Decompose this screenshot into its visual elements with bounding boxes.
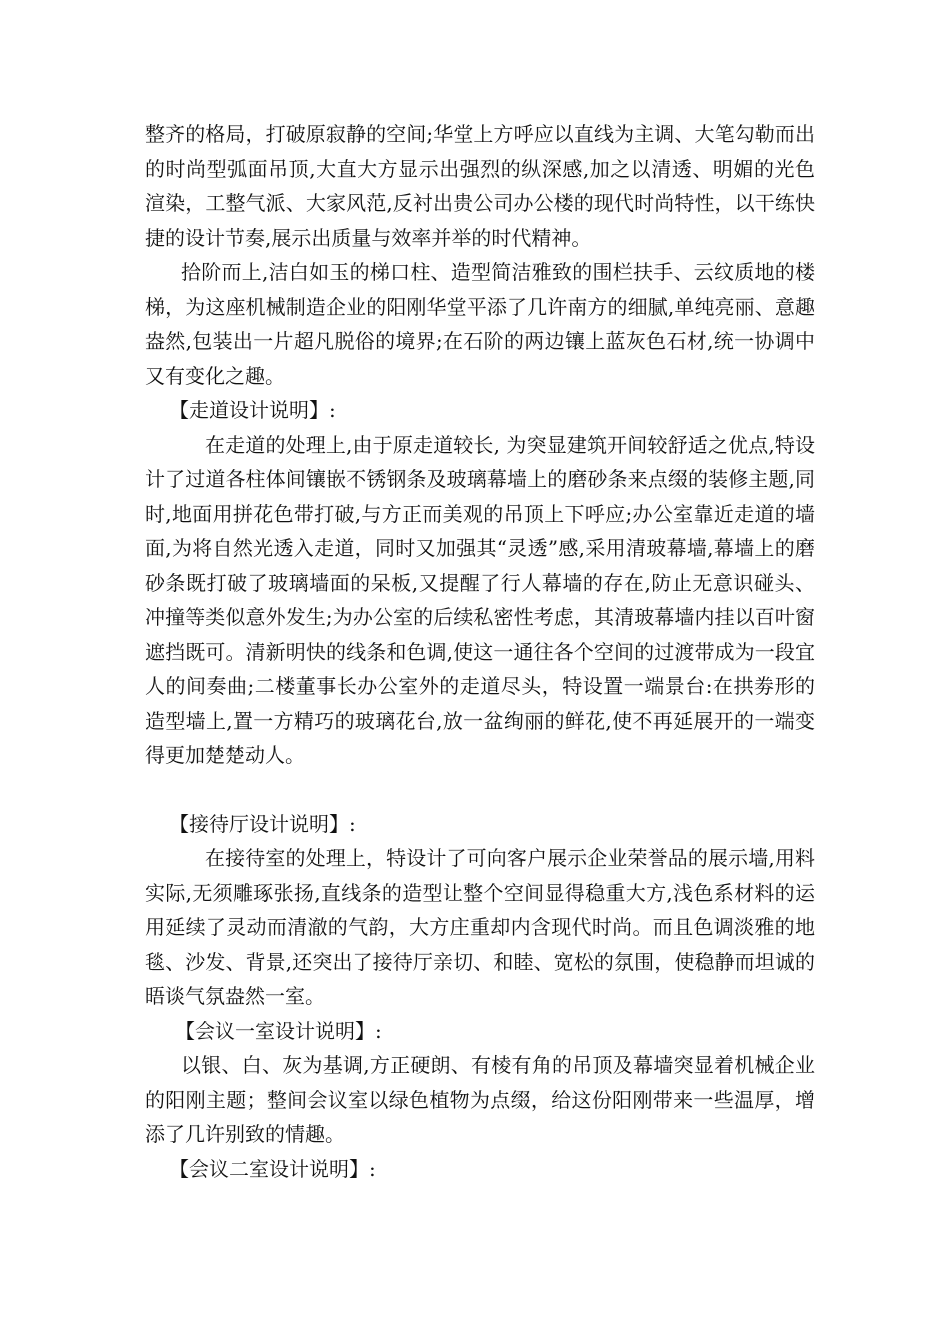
heading-reception: 【接待厅设计说明】: [169, 811, 356, 836]
paragraph-corridor: 在走道的处理上,由于原走道较长, 为突显建筑开间较舒适之优点,特设计了过道各柱体间镶嵌不锈钢条及玻璃幕墙上的磨砂条来点缀的装修主题,同时,地面用拼花色带打破,与方正而美观的吊顶上下呼应;办公室靠近走道的墙面,为将自然光透入走道，同时又加强其“灵透”感,采用清玻幕墙,幕墙上的磨砂条既打破了玻璃墙面的呆板,又提醒了行人幕墙的存在,防止无意识碰头、冲撞等类似意外发生;为办公室的后续私密性考虑，其清玻幕墙内挂以百叶窗遮挡既可。清新明快的线条和色调,使这一通往各个空间的过渡带成为一段宜人的间奏曲;二楼董事长办公室外的走道尽头，特设置一端景台:在拱劵形的造型墙上,置一方精巧的玻璃花台,放一盆绚丽的鲜花,使不再延展开的一端变得更加楚楚动人。 [145, 432, 815, 767]
section-gap [145, 773, 815, 807]
paragraph-stairs: 拾阶而上,洁白如玉的梯口柱、造型简洁雅致的围栏扶手、云纹质地的楼梯，为这座机械制造企业的阳刚华堂平添了几许南方的细腻,单纯亮丽、意趣盎然,包装出一片超凡脱俗的境界;在石阶的两边镶上蓝灰色石材,统一协调中又有变化之趣。 [145, 260, 815, 388]
heading-meeting-room-2: 【会议二室设计说明】: [169, 1156, 376, 1181]
heading-corridor: 【走道设计说明】: [169, 398, 336, 422]
document-page [145, 117, 815, 1186]
paragraph-reception: 在接待室的处理上，特设计了可向客户展示企业荣誉品的展示墙,用料实际,无须雕琢张扬,直线条的造型让整个空间显得稳重大方,浅色系材料的运用延续了灵动而清澈的气韵，大方庄重却内含现代时尚。而且色调淡雅的地毯、沙发、背景,还突出了接待厅亲切、和睦、宽松的氛围，使稳静而坦诚的晤谈气氛盎然一室。 [145, 846, 815, 1008]
paragraph-hall-ceiling: 整齐的格局，打破原寂静的空间;华堂上方呼应以直线为主调、大笔勾勒而出的时尚型弧面吊顶,大直大方显示出强烈的纵深感,加之以清透、明媚的光色渲染，工整气派、大家风范,反衬出贵公司办公楼的现代时尚特性，以干练快捷的设计节奏,展示出质量与效率并举的时代精神。 [145, 122, 815, 250]
heading-meeting-room-1: 【会议一室设计说明】: [175, 1018, 382, 1043]
paragraph-meeting-room-1: 以银、白、灰为基调,方正硬朗、有棱有角的吊顶及幕墙突显着机械企业的阳刚主题；整间会议室以绿色植物为点缀，给这份阳刚带来一些温厚，增添了几许别致的情趣。 [145, 1053, 815, 1146]
